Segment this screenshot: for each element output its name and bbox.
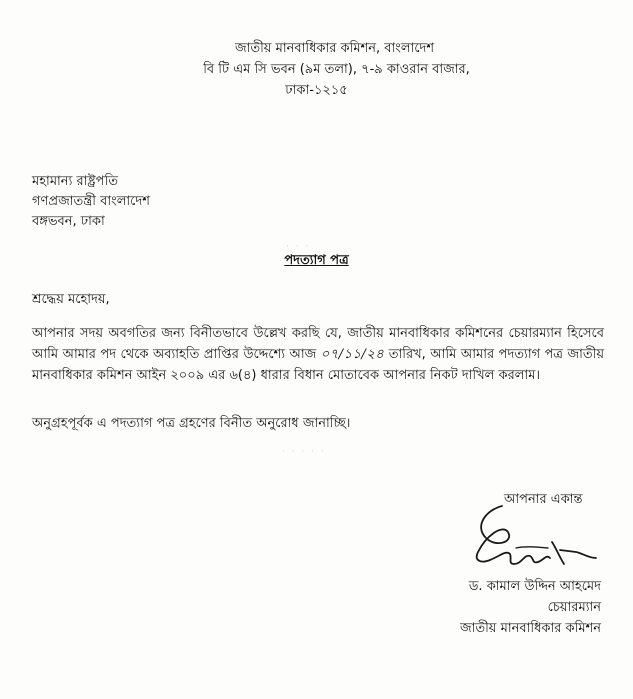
signer-title: চেয়ারম্যান bbox=[547, 600, 601, 615]
letterhead-city: ঢাকা-১২১৫ bbox=[285, 83, 348, 98]
recipient-title: মহামান্য রাষ্ট্রপতি bbox=[32, 174, 118, 189]
recipient-block bbox=[32, 172, 150, 232]
valediction: আপনার একান্ত bbox=[504, 492, 583, 507]
faint-bleed-through-mark: · · · bbox=[286, 242, 311, 252]
letterhead-organization: জাতীয় মানবাধিকার কমিশন, বাংলাদেশ bbox=[234, 41, 435, 56]
faint-bleed-through-mark: · · · · · bbox=[282, 447, 326, 457]
letterhead-address: বি টি এম সি ভবন (৯ম তলা), ৭-৯ কাওরান বাজার, bbox=[203, 62, 470, 77]
signer-name: ড. কামাল উদ্দিন আহমেদ bbox=[468, 579, 601, 594]
body-text-after-date: তারিখ, আমি আমার পদত্যাগ পত্র জাতীয় মানবাধিকার কমিশন আইন ২০০৯ এর ৬(৪) ধারার বিধান মোতাবেক আপনার নিকট দাখিল করলাম। bbox=[32, 347, 604, 383]
subject-heading bbox=[0, 251, 633, 272]
salutation: শ্রদ্ধেয় মহোদয়, bbox=[32, 292, 110, 307]
body-text-before-date: আপনার সদয় অবগতির জন্য বিনীতভাবে উল্লেখ করছি যে, জাতীয় মানবাধিকার কমিশনের চেয়ারম্যান হিসেবে আমি আমার পদ থেকে অব্যাহতি প্রাপ্তির উদ্দেশ্যে আজ bbox=[32, 326, 604, 362]
closing-paragraph: অনুগ্রহপূর্বক এ পদত্যাগ পত্র গ্রহণের বিনীত অনুরোধ জানাচ্ছি। bbox=[32, 416, 351, 431]
signer-organization: জাতীয় মানবাধিকার কমিশন bbox=[459, 621, 601, 636]
recipient-address: বঙ্গভবন, ঢাকা bbox=[32, 214, 105, 229]
body-paragraph bbox=[32, 323, 604, 386]
handwritten-date: ০৭/১১/২৪ bbox=[320, 347, 385, 362]
handwritten-signature bbox=[456, 498, 606, 578]
subject-text: পদত্যাগ পত্র bbox=[284, 253, 349, 268]
letterhead bbox=[0, 38, 633, 101]
recipient-country: গণপ্রজাতন্ত্রী বাংলাদেশ bbox=[32, 194, 150, 209]
